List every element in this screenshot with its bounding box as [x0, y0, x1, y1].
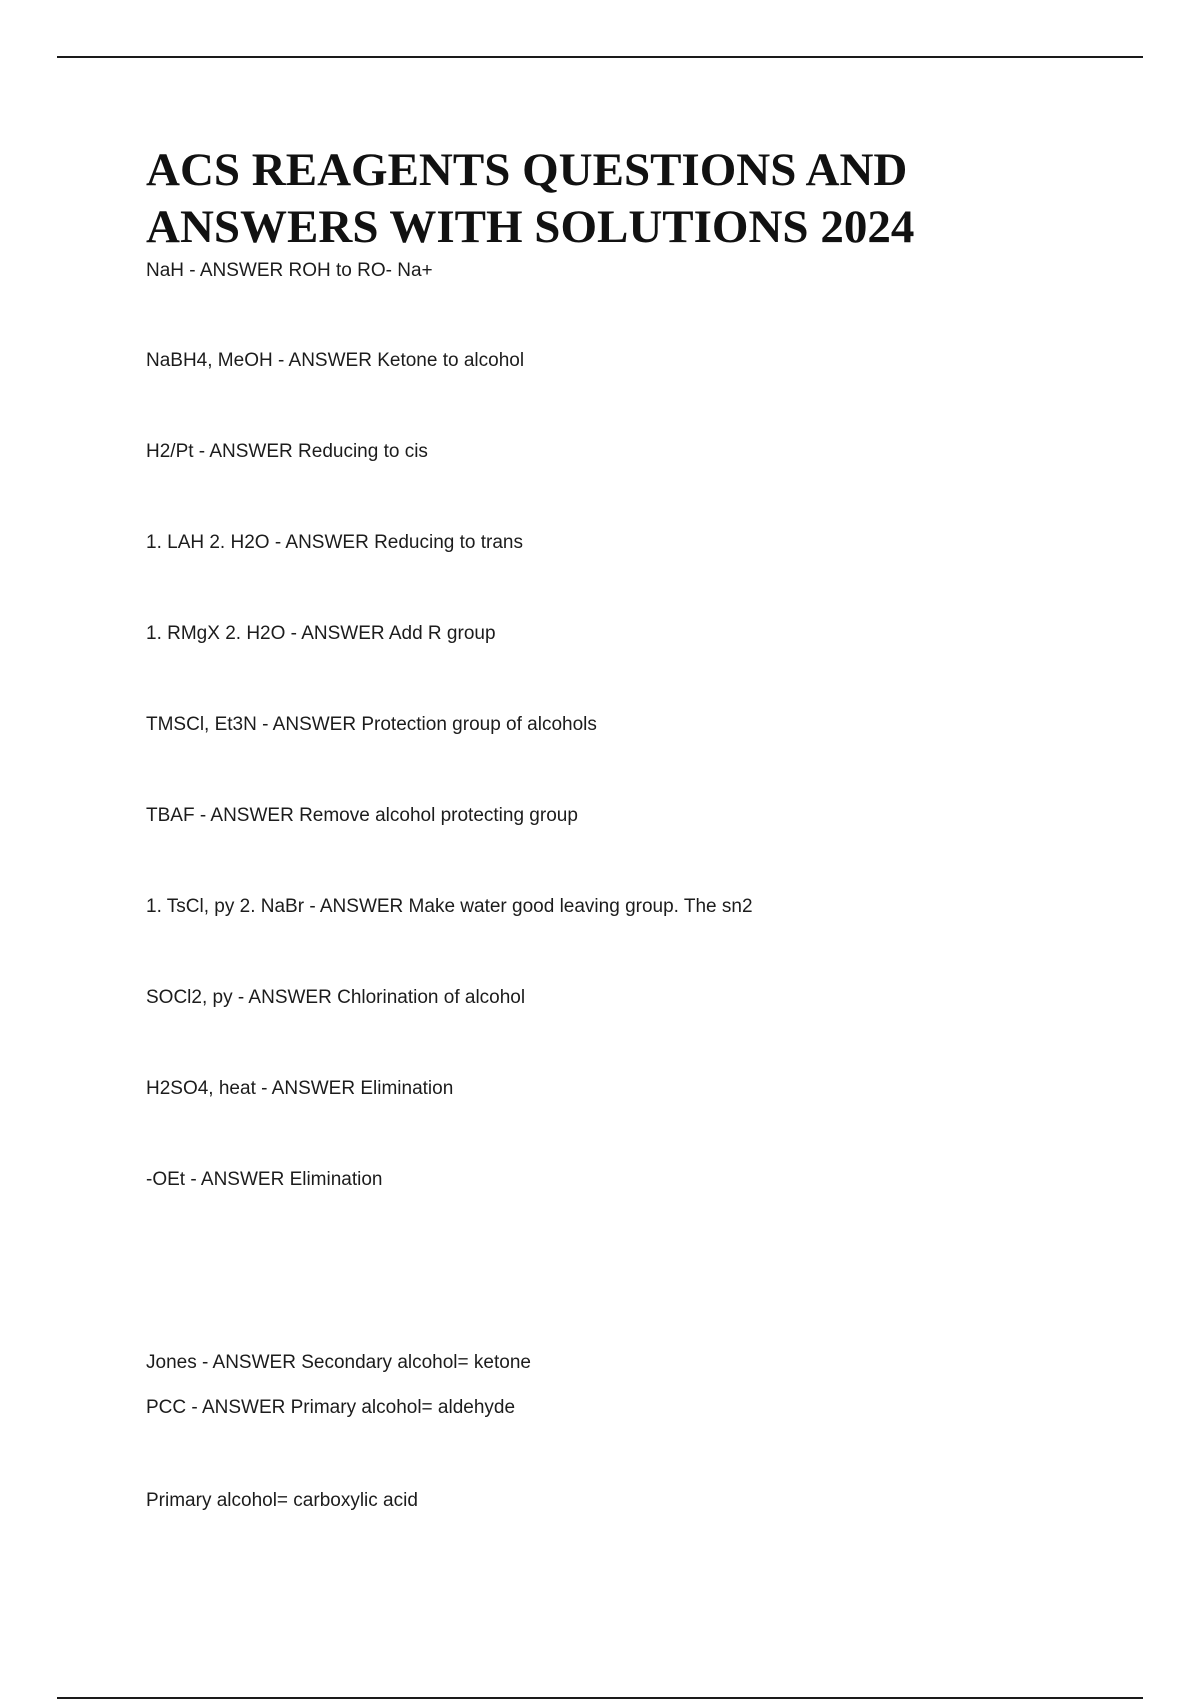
document-body [146, 142, 1106, 1511]
page-title [146, 142, 1106, 256]
title-line-2: ANSWERS WITH SOLUTIONS 2024 [146, 201, 915, 253]
qa-item-nah: NaH - ANSWER ROH to RO- Na+ [146, 260, 433, 281]
qa-list [146, 248, 1106, 1511]
title-line-1: ACS REAGENTS QUESTIONS AND [146, 144, 908, 196]
qa-item-h2so4: H2SO4, heat - ANSWER Elimination [146, 1078, 454, 1099]
qa-item-lah: 1. LAH 2. H2O - ANSWER Reducing to trans [146, 532, 523, 553]
qa-item-tmscl: TMSCl, Et3N - ANSWER Protection group of alcohols [146, 714, 597, 735]
qa-item-socl2: SOCl2, py - ANSWER Chlorination of alcohol [146, 987, 526, 1008]
qa-item-jones-line-2: Primary alcohol= carboxylic acid [146, 1490, 418, 1511]
qa-item-tbaf: TBAF - ANSWER Remove alcohol protecting group [146, 805, 578, 826]
qa-item-pcc: PCC - ANSWER Primary alcohol= aldehyde [146, 1397, 516, 1418]
qa-item-h2-pt: H2/Pt - ANSWER Reducing to cis [146, 441, 428, 462]
qa-item-nabh4: NaBH4, MeOH - ANSWER Ketone to alcohol [146, 350, 525, 371]
qa-item-oet: -OEt - ANSWER Elimination [146, 1169, 383, 1190]
qa-item-jones-line-1: Jones - ANSWER Secondary alcohol= ketone [146, 1352, 531, 1373]
qa-item-tscl: 1. TsCl, py 2. NaBr - ANSWER Make water good leaving group. The sn2 [146, 896, 753, 917]
qa-item-rmgx: 1. RMgX 2. H2O - ANSWER Add R group [146, 623, 496, 644]
top-rule [57, 56, 1143, 58]
bottom-rule [57, 1697, 1143, 1699]
